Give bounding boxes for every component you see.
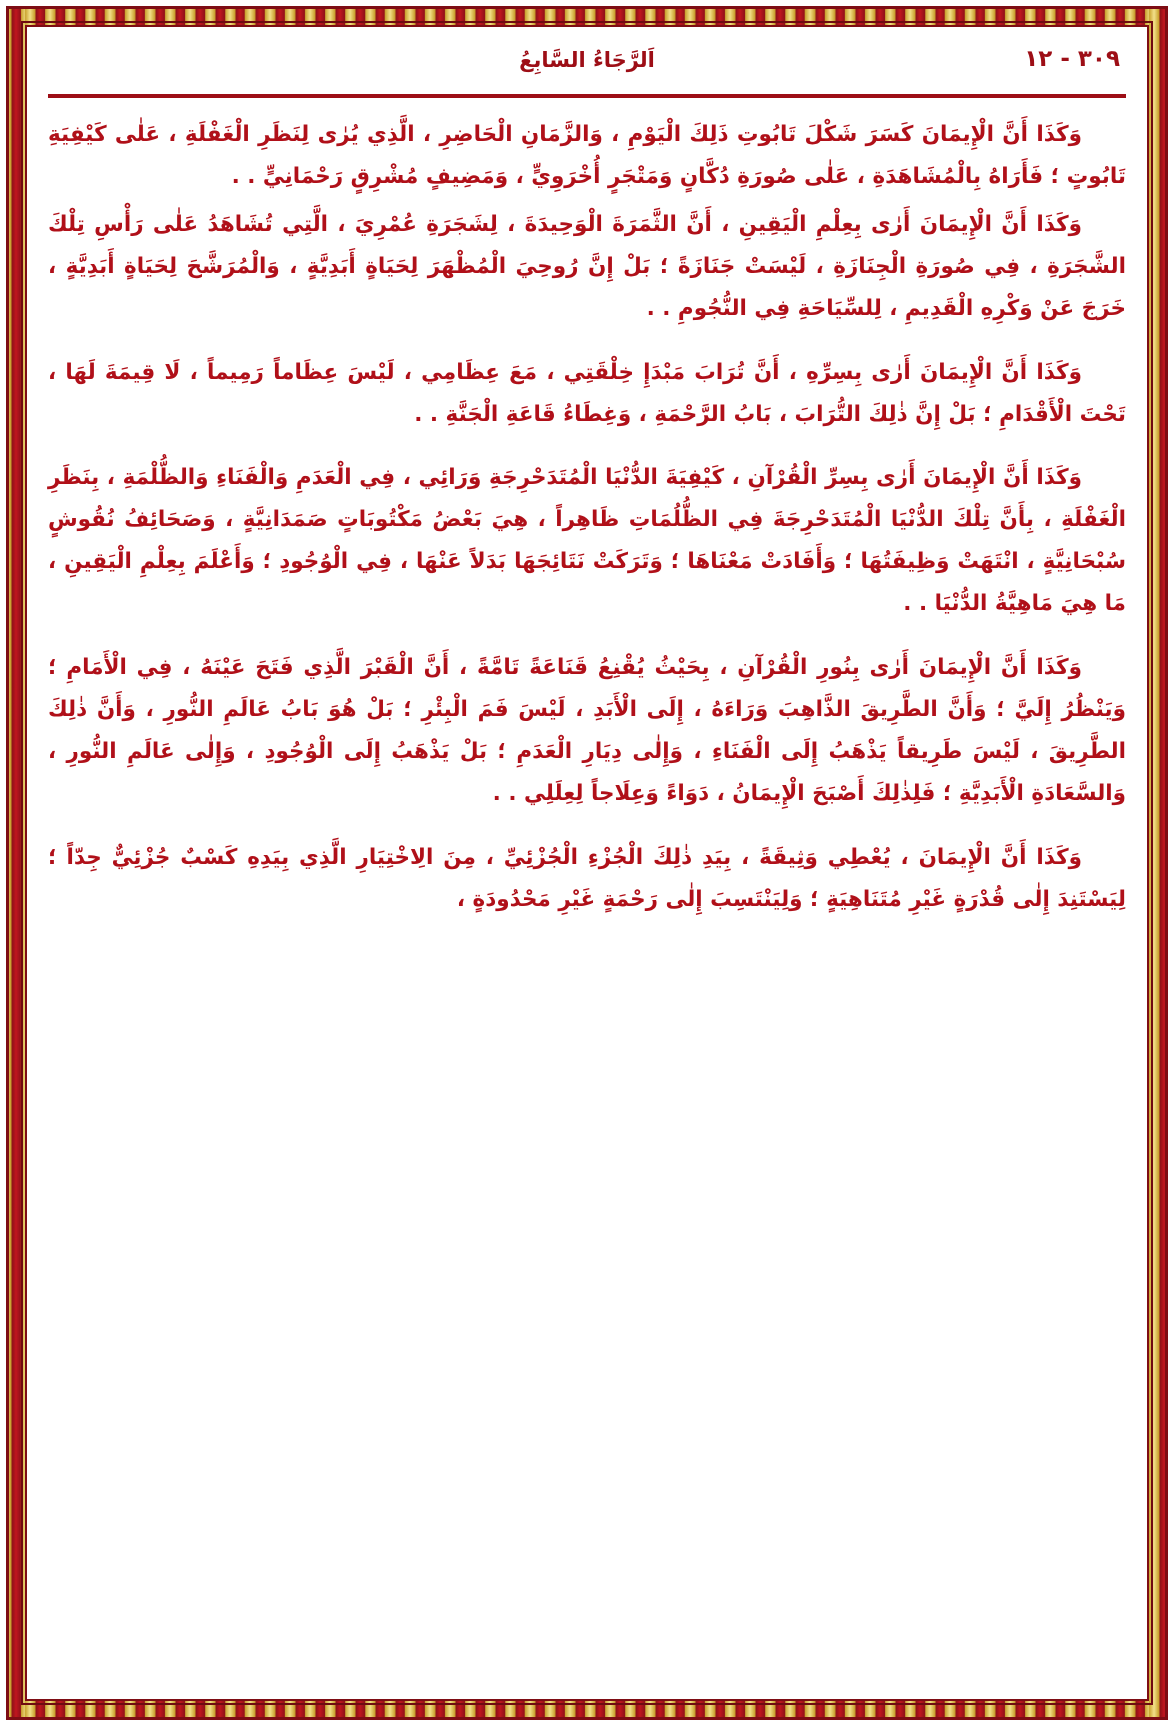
page-title: اَلرَّجَاءُ السَّابِعُ	[519, 48, 655, 72]
header-divider	[48, 94, 1126, 98]
body-text	[48, 114, 1126, 921]
page-content	[48, 44, 1126, 1686]
paragraph: وَكَذَا أَنَّ الْإِيمَانَ أَرٰى بِسِرِّ الْقُرْآنِ ، كَيْفِيَةَ الدُّنْيَا الْمُتَدَحْرِجَةِ وَرَائِي ، فِي الْعَدَمِ وَالْفَنَاءِ وَالظُّلْمَةِ ، بِنَظَرِ الْغَفْلَةِ ، بِأَنَّ تِلْكَ الدُّنْيَا الْمُتَدَحْرِجَةَ فِي الظُّلُمَاتِ ظَاهِراً ، هِيَ بَعْضُ مَكْتُوبَاتٍ صَمَدَانِيَّةٍ ، وَصَحَائِفُ نُقُوشٍ سُبْحَانِيَّةٍ ، انْتَهَتْ وَظِيفَتُهَا ؛ وَأَفَادَتْ مَعْنَاهَا ؛ وَتَرَكَتْ نَتَائِجَهَا بَدَلاً عَنْهَا ، فِي الْوُجُودِ ؛ وَأَعْلَمَ بِعِلْمِ الْيَقِينِ ، مَا هِيَ مَاهِيَّةُ الدُّنْيَا . .	[48, 465, 1126, 617]
page-number: ٣٠٩ - ١٢	[1024, 46, 1120, 72]
paragraph: وَكَذَا أَنَّ الْإِيمَانَ ، يُعْطِي وَثِيقَةً ، بِيَدِ ذٰلِكَ الْجُزْءِ الْجُزْئِيِّ ، مِنَ الِاخْتِيَارِ الَّذِي بِيَدِهِ كَسْبٌ جُزْئِيٌّ جِدّاً ؛ لِيَسْتَنِدَ إِلٰى قُدْرَةٍ غَيْرِ مُتَنَاهِيَةٍ ؛ وَلِيَنْتَسِبَ إِلٰى رَحْمَةٍ غَيْرِ مَحْدُودَةٍ ،	[48, 844, 1126, 912]
paragraph: وَكَذَا أَنَّ الْإِيمَانَ أَرٰى بِنُورِ الْقُرْآنِ ، بِحَيْثُ يُقْنِعُ قَنَاعَةً تَامَّةً ، أَنَّ الْقَبْرَ الَّذِي فَتَحَ عَيْنَهُ ، فِي الْأَمَامِ ؛ وَيَنْظُرُ إِلَيَّ ؛ وَأَنَّ الطَّرِيقَ الذَّاهِبَ وَرَاءَهُ ، إِلَى الْأَبَدِ ، لَيْسَ فَمَ الْبِئْرِ ؛ بَلْ هُوَ بَابُ عَالَمِ النُّورِ ، وَأَنَّ ذٰلِكَ الطَّرِيقَ ، لَيْسَ طَرِيقاً يَذْهَبُ إِلَى الْفَنَاءِ ، وَإِلٰى دِيَارِ الْعَدَمِ ؛ بَلْ يَذْهَبُ إِلَى الْوُجُودِ ، وَإِلٰى عَالَمِ النُّورِ ، وَالسَّعَادَةِ الْأَبَدِيَّةِ ؛ فَلِذٰلِكَ أَصْبَحَ الْإِيمَانُ ، دَوَاءً وَعِلَاجاً لِعِلَلِي . .	[48, 655, 1126, 806]
paragraph: وَكَذَا أَنَّ الْإِيمَانَ أَرٰى بِسِرِّهِ ، أَنَّ تُرَابَ مَبْدَإِ خِلْقَتِي ، مَعَ عِظَامِي ، لَيْسَ عِظَاماً رَمِيماً ، لَا قِيمَةَ لَهَا ، تَحْتَ الْأَقْدَامِ ؛ بَلْ إِنَّ ذٰلِكَ التُّرَابَ ، بَابُ الرَّحْمَةِ ، وَغِطَاءُ قَاعَةِ الْجَنَّةِ . .	[48, 359, 1126, 427]
page-header	[48, 44, 1126, 90]
paragraph: وَكَذَا أَنَّ الْإِيمَانَ كَسَرَ شَكْلَ تَابُوتِ ذَلِكَ الْيَوْمِ ، وَالزَّمَانِ الْحَاضِرِ ، الَّذِي يُرٰى لِنَظَرِ الْغَفْلَةِ ، عَلٰى كَيْفِيَةِ تَابُوتٍ ؛ فَأَرَاهُ بِالْمُشَاهَدَةِ ، عَلٰى صُورَةِ دُكَّانٍ وَمَتْجَرٍ أُخْرَوِيٍّ ، وَمَضِيفٍ مُشْرِقٍ رَحْمَانِيٍّ . .	[48, 122, 1126, 189]
paragraph: وَكَذَا أَنَّ الْإِيمَانَ أَرٰى بِعِلْمِ الْيَقِينِ ، أَنَّ الثَّمَرَةَ الْوَحِيدَةَ ، لِشَجَرَةِ عُمْرِيَ ، الَّتِي تُشَاهَدُ عَلٰى رَأْسِ تِلْكَ الشَّجَرَةِ ، فِي صُورَةِ الْجِنَازَةِ ، لَيْسَتْ جَنَازَةً ؛ بَلْ إِنَّ رُوحِيَ الْمُظْهَرَ لِحَيَاةٍ أَبَدِيَّةٍ ، وَالْمُرَشَّحَ لِحَيَاةٍ أَبَدِيَّةٍ ، خَرَجَ عَنْ وَكْرِهِ الْقَدِيمِ ، لِلسِّيَاحَةِ فِي النُّجُومِ . .	[48, 211, 1126, 321]
